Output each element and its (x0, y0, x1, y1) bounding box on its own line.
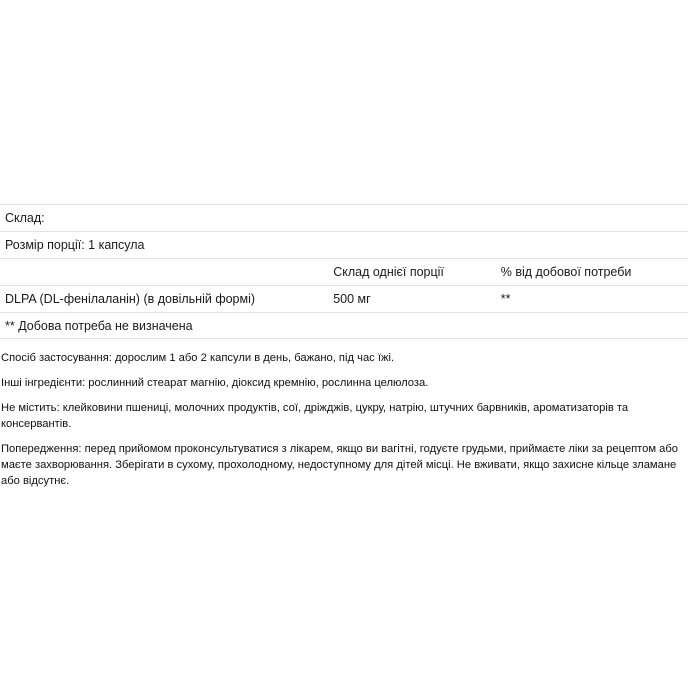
product-notes (0, 350, 684, 498)
serving-size: Розмір порції: 1 капсула (5, 238, 145, 252)
usage-note: Спосіб застосування: дорослим 1 або 2 капсули в день, бажано, під час їжі. (1, 352, 395, 364)
ingredient-name: DLPA (DL-фенілаланін) (в довільній формі) (5, 292, 256, 306)
ingredient-daily-value: ** (500, 292, 511, 306)
header-amount-per-serving: Склад однієї порції (333, 265, 444, 279)
footnote-row (0, 312, 688, 339)
daily-value-footnote: ** Добова потреба не визначена (5, 318, 193, 333)
free-of-note: Не містить: клейковини пшениці, молочних продуктів, сої, дріжджів, цукру, натрію, штучних барвників, ароматизаторів та консервантів. (1, 402, 629, 430)
supplement-facts-table (0, 204, 688, 339)
facts-title: Склад: (5, 211, 45, 225)
header-daily-value: % від добової потреби (500, 265, 632, 279)
serving-size-row (0, 231, 688, 258)
ingredient-amount: 500 мг (333, 292, 371, 306)
ingredient-row (0, 285, 688, 312)
facts-header-row (0, 258, 688, 285)
warning-note: Попередження: перед прийомом проконсультуватися з лікарем, якщо ви вагітні, годуєте грудьми, приймаєте ліки за рецептом або маєте захворювання. Зберігати в сухому, прохолодному, недоступному для дітей місці. Не вживати, якщо захисне кільце зламане або відсутнє. (1, 443, 678, 487)
facts-title-row (0, 204, 688, 231)
other-ingredients-note: Інші інгредієнти: рослинний стеарат магнію, діоксид кремнію, рослинна целюлоза. (1, 377, 429, 389)
